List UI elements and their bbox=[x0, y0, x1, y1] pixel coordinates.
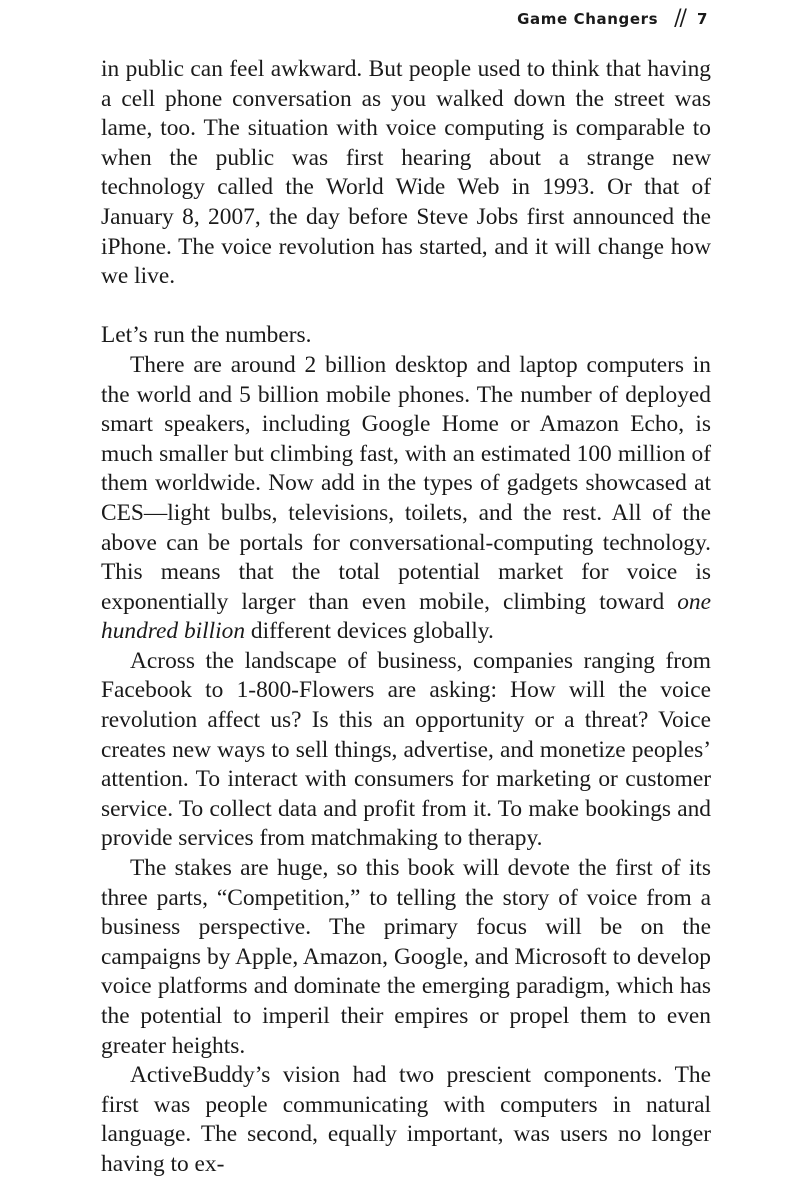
paragraph-text: different devices globally. bbox=[245, 618, 494, 645]
paragraph: Across the landscape of business, companies ranging from Facebook to 1-800-Flowers are asking: How will the voice revolution affect us? Is this an opportunity or a threat? Voice creates new ways to sell things, advertise, and monetize peoples’ attention. To interact with consumers for marketing or customer service. To collect data and profit from it. To make bookings and provide services from matchmaking to therapy. bbox=[101, 647, 711, 852]
paragraph bbox=[101, 351, 711, 647]
paragraph: Let’s run the numbers. bbox=[101, 322, 312, 349]
body-text bbox=[101, 55, 711, 1180]
paragraph: The stakes are huge, so this book will devote the first of its three parts, “Competition,” to telling the story of voice from a business perspective. The primary focus will be on the campaigns by Apple, Amazon, Google, and Microsoft to develop voice platforms and dominate the emerging paradigm, which has the potential to imperil their empires or propel them to even greater heights. bbox=[101, 855, 711, 1059]
page-number: 7 bbox=[696, 9, 708, 28]
paragraph: in public can feel awkward. But people used to think that having a cell phone conversation as you walked down the street was lame, too. The situation with voice computing is comparable to when the public was first hearing about a strange new technology called the World Wide Web in 1993. Or that of January 8, 2007, the day before Steve Jobs first announced the iPhone. The voice revolution has started, and it will change how we live. bbox=[101, 56, 711, 290]
paragraph: ActiveBuddy’s vision had two prescient components. The first was people communicating with computers in natural language. The second, equally important, was users no longer having to ex- bbox=[101, 1062, 711, 1177]
paragraph-text: There are around 2 billion desktop and laptop computers in the world and 5 billion mobile phones. The number of deployed smart speakers, including Google Home or Amazon Echo, is much smaller but climbing fast, with an estimated 100 million of them worldwide. Now add in the types of gadgets showcased at CES—light bulbs, televisions, toilets, and the rest. All of the above can be portals for conversational-computing technology. This means that the total potential market for voice is exponentially larger than even mobile, climbing toward bbox=[101, 351, 711, 615]
running-head bbox=[517, 6, 708, 31]
chapter-title: Game Changers bbox=[517, 9, 659, 28]
header-separator: // bbox=[674, 6, 685, 31]
emphasis-text: one hundred billion bbox=[101, 588, 711, 645]
